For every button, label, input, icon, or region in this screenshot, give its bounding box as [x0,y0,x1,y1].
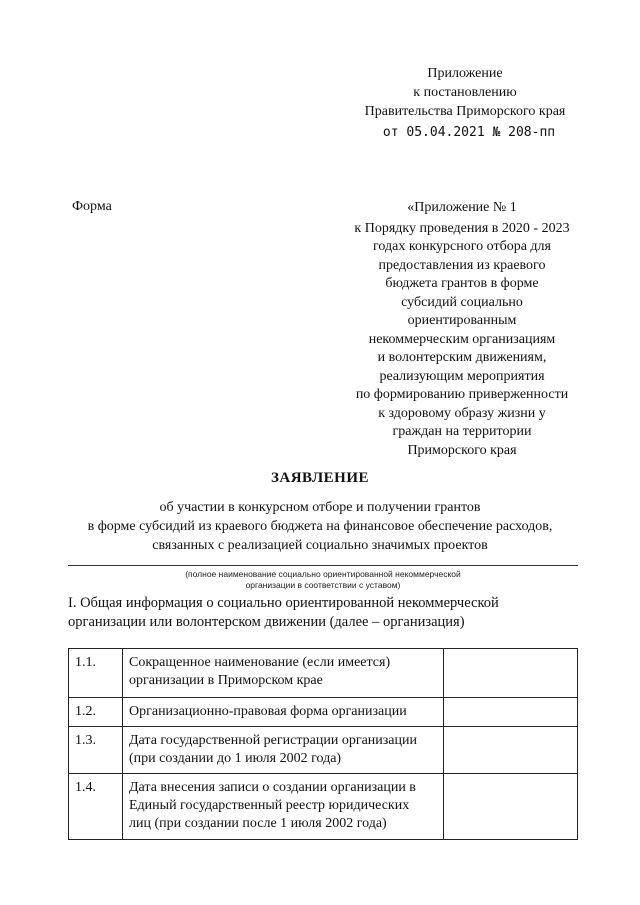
approval-header [350,64,580,142]
header-line-3: Правительства Приморского края [364,104,566,119]
header-line-1: Приложение [427,66,503,81]
row-number: 1.1. [69,649,123,698]
document-subtitle [60,498,580,555]
description-line: Дата внесения записи о создании организации в [129,780,416,795]
description-line: Дата государственной регистрации организации [129,733,417,748]
row-value-cell[interactable] [444,727,578,774]
header-date-line: от 05.04.2021 № 208-пп [382,125,556,140]
table-row [69,727,578,774]
row-number: 1.3. [69,727,123,774]
subtitle-line: об участии в конкурсном отборе и получении грантов [159,500,481,515]
row-number: 1.4. [69,774,123,840]
appendix-line: к Порядку проведения в 2020 - 2023 [354,220,570,236]
appendix-line: граждан на территории [392,424,532,439]
header-line-2: к постановлению [413,85,517,100]
section-heading-line: организации или волонтерском движении (далее – организация) [68,614,465,630]
info-table [68,648,578,840]
appendix-line: субсидий социально [401,294,523,310]
description-line: лиц (при создании после 1 июля 2002 года) [129,816,387,831]
appendix-line: к здоровому образу жизни у [378,405,546,421]
description-line: (при создании до 1 июля 2002 года) [129,751,342,766]
appendix-line: предоставления из краевого [378,257,546,273]
table-row [69,774,578,840]
row-description [123,727,444,774]
form-label: Форма [72,199,112,214]
section-heading-line: I. Общая информация о социально ориентированной некоммерческой [68,595,499,611]
section-heading [68,594,588,632]
subtitle-line: связанных с реализацией социально значимых проектов [152,538,488,553]
appendix-line: Приморского края [407,442,517,458]
fill-in-line [68,565,578,566]
row-value-cell[interactable] [444,774,578,840]
appendix-line: ориентированным [407,313,517,328]
appendix-line: годах конкурсного отбора для [373,239,551,254]
appendix-line: некоммерческим организациям [368,331,556,347]
caption-line: организации в соответствии с уставом) [245,580,401,590]
appendix-line: реализующим мероприятия [379,368,545,384]
row-description [123,698,444,727]
document-title: ЗАЯВЛЕНИЕ [270,470,370,486]
table-row [69,698,578,727]
caption-line: (полное наименование социально ориентированной некоммерческой [185,569,461,579]
row-description [123,774,444,840]
appendix-line: и волонтерским движениям, [377,350,547,365]
appendix-block [342,199,582,460]
appendix-line: бюджета грантов в форме [385,276,539,291]
appendix-number: «Приложение № 1 [407,200,517,215]
description-line: организации в Приморском крае [129,673,323,688]
appendix-line: по формированию приверженности [355,387,569,402]
fill-in-caption [68,569,578,591]
row-description [123,649,444,698]
subtitle-line: в форме субсидий из краевого бюджета на финансовое обеспечение расходов, [87,519,553,534]
description-line: Сокращенное наименование (если имеется) [129,655,391,670]
description-line: Организационно-правовая форма организации [129,704,407,719]
table-row [69,649,578,698]
row-number: 1.2. [69,698,123,727]
description-line: Единый государственный реестр юридических [129,798,410,813]
row-value-cell[interactable] [444,698,578,727]
row-value-cell[interactable] [444,649,578,698]
